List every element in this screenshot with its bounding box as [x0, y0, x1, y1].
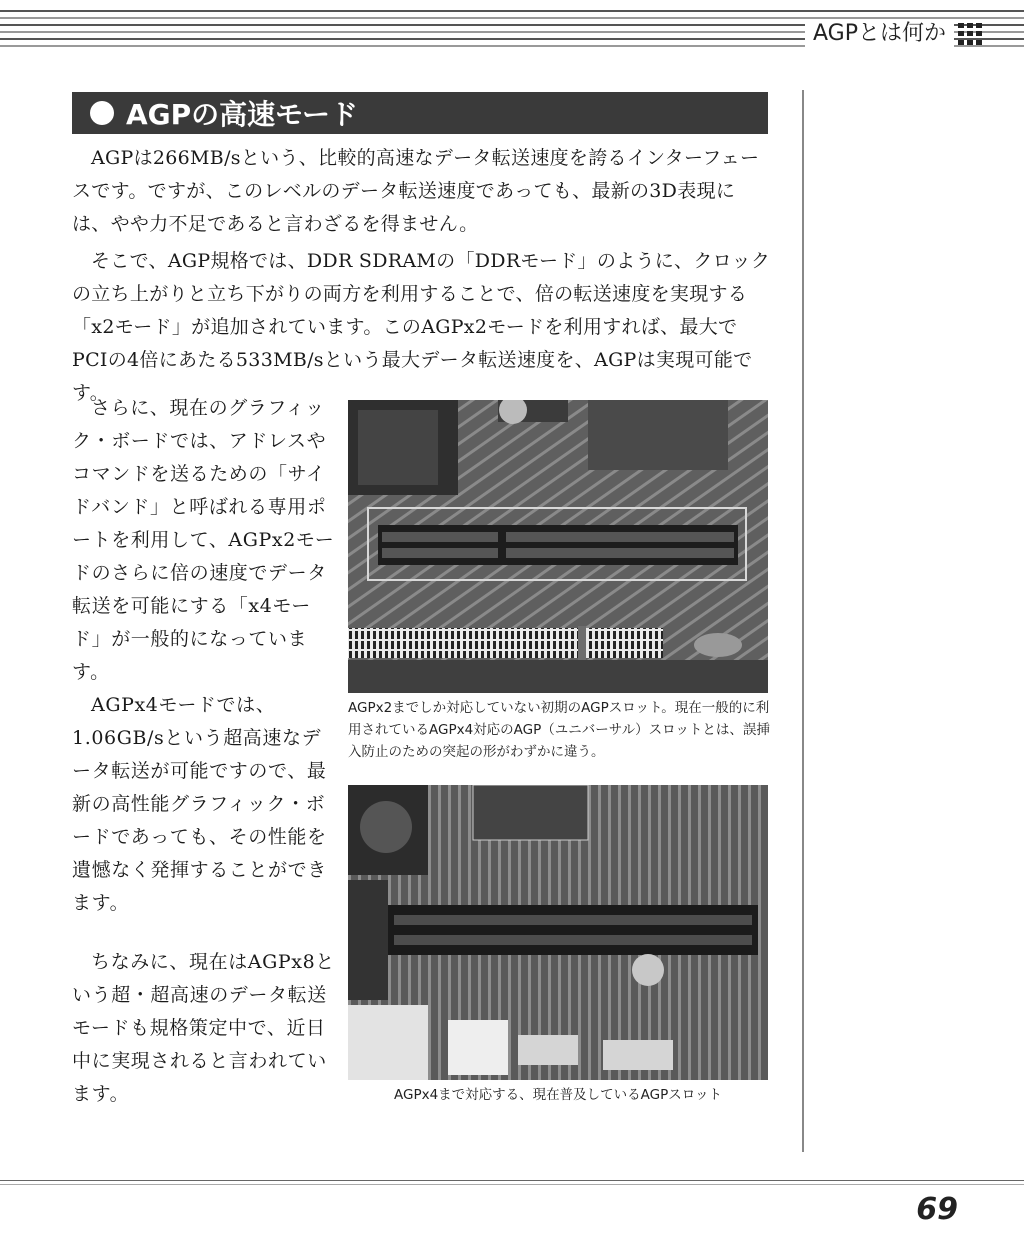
- bullet-icon: [90, 101, 114, 125]
- main-text: [72, 142, 772, 410]
- paragraph: ちなみに、現在はAGPx8という超・超高速のデータ転送モードも規格策定中で、近日中に実現されると言われています。: [72, 951, 335, 1105]
- footer-rules: [0, 1180, 1024, 1188]
- paragraph: AGPx4モードでは、1.06GB/sという超高速なデータ転送が可能ですので、最新の高性能グラフィック・ボードであっても、その性能を遺憾なく発揮することができます。: [72, 694, 327, 914]
- section-heading: [72, 92, 768, 134]
- page-number: 69: [916, 1192, 958, 1227]
- agp-x2-slot-photo: [348, 400, 768, 693]
- side-text: [72, 392, 340, 1111]
- chapter-title: AGPとは何か: [805, 20, 954, 48]
- grid-icon: [958, 23, 982, 45]
- paragraph: さらに、現在のグラフィック・ボードでは、アドレスやコマンドを送るための「サイドバンド」と呼ばれる専用ポートを利用して、AGPx2モードのさらに倍の速度でデータ転送を可能にする「x4モード」が一般的になっています。: [72, 397, 335, 683]
- paragraph: AGPは266MB/sという、比較的高速なデータ転送速度を誇るインターフェースです。ですが、このレベルのデータ転送速度であっても、最新の3D表現には、やや力不足であると言わざるを得ません。: [72, 147, 760, 235]
- agp-x4-slot-photo: [348, 785, 768, 1080]
- paragraph: そこで、AGP規格では、DDR SDRAMの「DDRモード」のように、クロックの立ち上がりと立ち下がりの両方を利用することで、倍の転送速度を実現する「x2モード」が追加されています。このAGPx2モードを利用すれば、最大でPCIの4倍にあたる533MB/sという最大データ転送速度を、AGPは実現可能です。: [72, 250, 771, 404]
- section-title: AGPの高速モード: [126, 98, 359, 131]
- figure-caption: AGPx4まで対応する、現在普及しているAGPスロット: [393, 1087, 722, 1103]
- figure-caption: AGPx2までしか対応していない初期のAGPスロット。現在一般的に利用されているAGPx4対応のAGP（ユニバーサル）スロットとは、誤挿入防止のための突起の形がわずかに違う。: [348, 700, 770, 760]
- column-divider: [802, 90, 804, 1152]
